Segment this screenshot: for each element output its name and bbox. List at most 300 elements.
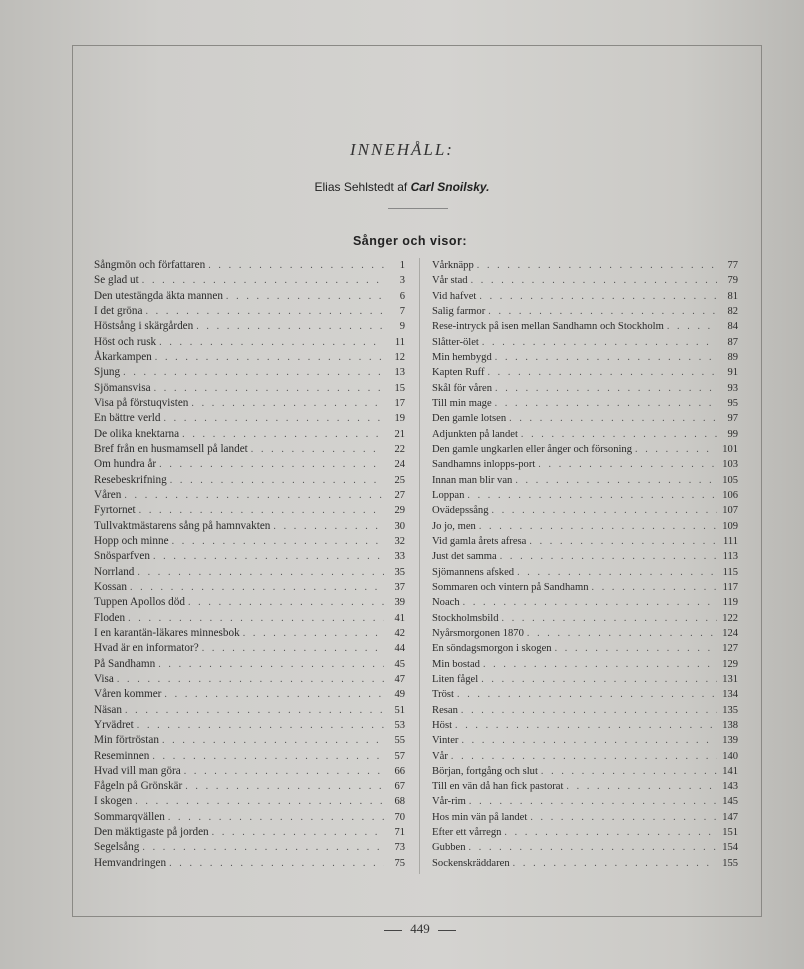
toc-entry xyxy=(432,718,738,733)
entry-page: 37 xyxy=(394,581,405,593)
entry-page: 49 xyxy=(394,689,405,701)
entry-title: De olika knektarna xyxy=(94,427,180,440)
entry-title: Hvad vill man göra xyxy=(94,764,181,777)
toc-entry xyxy=(432,473,738,488)
entry-title: Sångmön och författaren xyxy=(94,259,206,271)
entry-page: 55 xyxy=(394,735,405,747)
entry-page: 135 xyxy=(722,704,738,716)
entry-page: 47 xyxy=(394,673,405,685)
toc-entry xyxy=(432,657,738,672)
entry-title: Ovädерssång xyxy=(432,505,489,517)
leader-dots xyxy=(251,442,384,457)
leader-dots xyxy=(555,641,717,656)
toc-entry xyxy=(432,273,738,288)
toc-entry xyxy=(432,733,738,748)
work-subtitle xyxy=(0,180,804,194)
entry-page: 95 xyxy=(727,397,738,409)
toc-entry xyxy=(94,810,405,825)
entry-page: 30 xyxy=(394,520,405,532)
entry-title: Våren xyxy=(94,488,122,501)
toc-entry xyxy=(94,565,405,580)
entry-title: Höst och rusk xyxy=(94,335,157,348)
toc-entry xyxy=(432,794,738,809)
toc-entry xyxy=(94,580,405,595)
entry-page: 21 xyxy=(394,428,405,440)
entry-title: Segelsång xyxy=(94,841,140,854)
section-heading: Sånger och visor: xyxy=(352,234,468,248)
entry-title: Höstsång i skärgården xyxy=(94,320,194,333)
entry-title: Kapten Ruff xyxy=(432,367,485,379)
toc-entry xyxy=(432,779,738,794)
entry-title: Just det samma xyxy=(432,551,497,563)
toc-entry xyxy=(94,703,405,718)
leader-dots xyxy=(469,840,717,855)
toc-entry xyxy=(94,289,405,304)
leader-dots xyxy=(182,427,384,442)
entry-title: Den mäktigaste på jorden xyxy=(94,826,209,839)
entry-title: Yrvädret xyxy=(94,718,134,731)
leader-dots xyxy=(273,519,384,534)
entry-page: 119 xyxy=(722,597,738,609)
entry-title: Rese-intryck på isen mellan Sandhamn och Stockholm xyxy=(432,321,664,333)
toc-entry xyxy=(432,427,738,442)
toc-entry xyxy=(432,519,738,534)
toc-entry xyxy=(432,411,738,426)
toc-entry xyxy=(94,335,405,350)
toc-left-column xyxy=(94,258,405,871)
entry-title: Hvad är en informator? xyxy=(94,642,199,655)
entry-page: 106 xyxy=(722,489,738,501)
leader-dots xyxy=(153,549,384,564)
leader-dots xyxy=(117,672,384,687)
entry-title: Resebeskrifning xyxy=(94,473,167,486)
entry-title: Resan xyxy=(432,704,458,716)
entry-page: 27 xyxy=(394,489,405,501)
leader-dots xyxy=(517,565,717,580)
toc-entry xyxy=(94,457,405,472)
leader-dots xyxy=(592,580,717,595)
entry-page: 17 xyxy=(394,397,405,409)
leader-dots xyxy=(185,779,384,794)
leader-dots xyxy=(188,595,384,610)
leader-dots xyxy=(123,365,384,380)
toc-entry xyxy=(94,672,405,687)
entry-title: Vid gamla årets afresa xyxy=(432,535,527,547)
entry-page: 35 xyxy=(394,566,405,578)
entry-page: 143 xyxy=(722,781,738,793)
toc-entry xyxy=(432,289,738,304)
entry-title: Åkarkampen xyxy=(94,350,152,363)
toc-entry xyxy=(432,611,738,626)
leader-dots xyxy=(495,381,717,396)
leader-dots xyxy=(124,488,384,503)
toc-entry xyxy=(94,856,405,871)
toc-entry xyxy=(432,457,738,472)
leader-dots xyxy=(142,273,384,288)
toc-entry xyxy=(432,641,738,656)
entry-page: 71 xyxy=(394,827,405,839)
leader-dots xyxy=(483,657,717,672)
entry-page: 24 xyxy=(394,459,405,471)
toc-entry xyxy=(432,580,738,595)
entry-title: Hopp och minne xyxy=(94,534,169,547)
toc-entry xyxy=(94,488,405,503)
entry-title: Fyrtornet xyxy=(94,504,136,517)
entry-title: Norrland xyxy=(94,565,135,578)
entry-page: 82 xyxy=(727,305,738,317)
toc-entry xyxy=(432,350,738,365)
title-rule xyxy=(388,208,448,209)
entry-page: 93 xyxy=(727,382,738,394)
entry-page: 139 xyxy=(722,735,738,747)
toc-entry xyxy=(94,840,405,855)
toc-entry xyxy=(94,764,405,779)
dash-left xyxy=(384,930,402,931)
toc-entry xyxy=(94,595,405,610)
toc-entry xyxy=(94,611,405,626)
entry-title: I en karantän-läkares minnesbok xyxy=(94,626,240,639)
leader-dots xyxy=(170,473,384,488)
entry-page: 42 xyxy=(394,627,405,639)
leader-dots xyxy=(243,626,384,641)
entry-title: En söndagsmorgon i skogen xyxy=(432,643,552,655)
entry-page: 39 xyxy=(394,597,405,609)
toc-entry xyxy=(432,565,738,580)
entry-title: Visa xyxy=(94,672,114,685)
entry-page: 105 xyxy=(722,474,738,486)
entry-page: 51 xyxy=(394,704,405,716)
toc-entry xyxy=(94,657,405,672)
entry-title: Sockenskräddaren xyxy=(432,857,510,869)
leader-dots xyxy=(212,825,384,840)
toc-entry xyxy=(94,350,405,365)
leader-dots xyxy=(457,687,717,702)
entry-page: 25 xyxy=(394,474,405,486)
entry-title: Vår xyxy=(432,750,448,762)
page-number-value: 449 xyxy=(410,921,430,936)
entry-title: Den utestängda äkta mannen xyxy=(94,289,223,302)
entry-title: Reseminnen xyxy=(94,749,150,762)
leader-dots xyxy=(137,565,384,580)
toc-entry xyxy=(432,764,738,779)
leader-dots xyxy=(482,335,717,350)
entry-title: Vår-rim xyxy=(432,796,466,808)
leader-dots xyxy=(226,289,384,304)
leader-dots xyxy=(451,749,717,764)
leader-dots xyxy=(169,856,384,871)
leader-dots xyxy=(495,350,717,365)
toc-entry xyxy=(432,626,738,641)
leader-dots xyxy=(479,519,717,534)
entry-page: 1 xyxy=(399,260,405,271)
entry-title: Tuppen Apollos död xyxy=(94,596,185,609)
entry-title: Min förtröstan xyxy=(94,734,159,747)
leader-dots xyxy=(635,442,717,457)
toc-entry xyxy=(432,856,738,871)
author-name: Carl Snoilsky. xyxy=(410,180,490,194)
entry-title: Vid hafvet xyxy=(432,290,477,302)
leader-dots xyxy=(463,595,717,610)
entry-page: 113 xyxy=(722,551,738,563)
entry-title: Sjung xyxy=(94,366,121,379)
toc-entry xyxy=(94,794,405,809)
entry-title: Hos min vän på landet xyxy=(432,811,528,823)
entry-page: 70 xyxy=(394,811,405,823)
leader-dots xyxy=(202,641,384,656)
entry-page: 154 xyxy=(722,842,738,854)
entry-title: Bref från en husmamsell på landet xyxy=(94,442,248,455)
leader-dots xyxy=(495,396,717,411)
leader-dots xyxy=(455,718,717,733)
entry-page: 107 xyxy=(722,505,738,517)
toc-entry xyxy=(94,626,405,641)
entry-page: 11 xyxy=(394,336,405,348)
entry-page: 45 xyxy=(394,658,405,670)
entry-page: 32 xyxy=(394,535,405,547)
entry-title: Noach xyxy=(432,597,460,609)
entry-page: 147 xyxy=(722,811,738,823)
toc-entry xyxy=(432,488,738,503)
toc-entry xyxy=(94,549,405,564)
entry-title: Den gamle ungkarlen eller ånger och försoning xyxy=(432,443,633,455)
entry-page: 77 xyxy=(727,260,738,271)
entry-title: Vårknäpp xyxy=(432,260,474,271)
toc-entry xyxy=(432,258,738,273)
leader-dots xyxy=(128,611,384,626)
entry-page: 91 xyxy=(727,367,738,379)
entry-title: Innan man blir van xyxy=(432,474,513,486)
toc-entry xyxy=(432,749,738,764)
entry-title: Visa på förstuqvisten xyxy=(94,396,189,409)
entry-title: Slåtter-ölet xyxy=(432,336,479,348)
entry-title: En bättre verld xyxy=(94,412,161,425)
entry-title: Jo jo, men xyxy=(432,520,476,532)
entry-page: 12 xyxy=(394,351,405,363)
toc-entry xyxy=(432,840,738,855)
toc-entry xyxy=(94,779,405,794)
entry-title: Om hundra år xyxy=(94,458,157,471)
entry-page: 131 xyxy=(722,673,738,685)
entry-page: 13 xyxy=(394,367,405,379)
entry-title: Stockholmsbild xyxy=(432,612,499,624)
toc-right-column xyxy=(432,258,738,871)
toc-entry xyxy=(432,396,738,411)
entry-page: 66 xyxy=(394,765,405,777)
toc-entry xyxy=(94,365,405,380)
entry-title: Liten fågel xyxy=(432,673,479,685)
entry-page: 79 xyxy=(727,275,738,287)
leader-dots xyxy=(487,365,717,380)
toc-entry xyxy=(94,825,405,840)
toc-entry xyxy=(94,258,405,273)
leader-dots xyxy=(527,626,717,641)
leader-dots xyxy=(191,396,384,411)
entry-title: Våren kommer xyxy=(94,688,162,701)
entry-title: Vinter xyxy=(432,735,459,747)
entry-page: 68 xyxy=(394,796,405,808)
entry-page: 109 xyxy=(722,520,738,532)
leader-dots xyxy=(152,749,384,764)
leader-dots xyxy=(162,733,384,748)
leader-dots xyxy=(488,304,717,319)
toc-entry xyxy=(432,825,738,840)
toc-entry xyxy=(94,442,405,457)
entry-title: Vår stad xyxy=(432,275,468,287)
entry-title: Tullvaktmästarens sång på hamnvakten xyxy=(94,519,271,532)
toc-entry xyxy=(432,335,738,350)
leader-dots xyxy=(513,856,717,871)
entry-page: 19 xyxy=(394,413,405,425)
entry-page: 41 xyxy=(394,612,405,624)
leader-dots xyxy=(154,381,384,396)
entry-page: 73 xyxy=(394,842,405,854)
entry-page: 101 xyxy=(722,443,738,455)
entry-title: Skål för våren xyxy=(432,382,493,394)
entry-page: 111 xyxy=(723,535,738,547)
leader-dots xyxy=(125,703,384,718)
entry-page: 44 xyxy=(394,643,405,655)
entry-page: 127 xyxy=(722,643,738,655)
toc-entry xyxy=(432,534,738,549)
toc-entry xyxy=(94,503,405,518)
toc-entry xyxy=(94,319,405,334)
leader-dots xyxy=(504,825,717,840)
leader-dots xyxy=(515,473,717,488)
entry-title: Min bostad xyxy=(432,658,480,670)
leader-dots xyxy=(130,580,384,595)
entry-page: 129 xyxy=(722,658,738,670)
leader-dots xyxy=(159,335,384,350)
entry-page: 124 xyxy=(722,627,738,639)
leader-dots xyxy=(667,319,717,334)
leader-dots xyxy=(509,411,717,426)
entry-page: 117 xyxy=(722,581,738,593)
entry-title: Adjunkten på landet xyxy=(432,428,518,440)
toc-entry xyxy=(94,534,405,549)
leader-dots xyxy=(471,273,717,288)
entry-title: Sandhamns inlopps-port xyxy=(432,459,536,471)
entry-page: 87 xyxy=(727,336,738,348)
entry-page: 145 xyxy=(722,796,738,808)
leader-dots xyxy=(521,427,717,442)
entry-page: 141 xyxy=(722,765,738,777)
entry-title: Början, fortgång och slut xyxy=(432,765,538,777)
toc-entry xyxy=(432,319,738,334)
toc-entry xyxy=(94,411,405,426)
leader-dots xyxy=(477,258,717,273)
toc-entry xyxy=(432,442,738,457)
leader-dots xyxy=(196,319,384,334)
toc-entry xyxy=(94,473,405,488)
entry-page: 33 xyxy=(394,551,405,563)
toc-entry xyxy=(432,672,738,687)
leader-dots xyxy=(541,764,717,779)
toc-entry xyxy=(432,595,738,610)
leader-dots xyxy=(164,687,384,702)
leader-dots xyxy=(502,611,717,626)
toc-entry xyxy=(432,703,738,718)
entry-page: 53 xyxy=(394,719,405,731)
entry-title: Gubben xyxy=(432,842,466,854)
entry-title: Höst xyxy=(432,719,453,731)
entry-page: 7 xyxy=(399,305,405,317)
toc-entry xyxy=(432,365,738,380)
leader-dots xyxy=(538,457,717,472)
entry-page: 99 xyxy=(727,428,738,440)
leader-dots xyxy=(142,840,384,855)
entry-title: I skogen xyxy=(94,795,133,808)
entry-page: 122 xyxy=(722,612,738,624)
entry-page: 138 xyxy=(722,719,738,731)
entry-title: Till en vän då han fick pastorat xyxy=(432,781,564,793)
entry-page: 67 xyxy=(394,781,405,793)
leader-dots xyxy=(479,289,717,304)
toc-entry xyxy=(94,519,405,534)
toc-entry xyxy=(432,304,738,319)
leader-dots xyxy=(168,810,384,825)
entry-page: 81 xyxy=(727,290,738,302)
entry-page: 15 xyxy=(394,382,405,394)
entry-title: Sjömansvisa xyxy=(94,381,151,394)
toc-entry xyxy=(94,718,405,733)
page-number xyxy=(0,921,804,937)
entry-page: 6 xyxy=(399,290,405,302)
dash-right xyxy=(438,930,456,931)
entry-title: Nyårsmorgonen 1870 xyxy=(432,627,524,639)
entry-title: Loppan xyxy=(432,489,465,501)
toc-entry xyxy=(432,381,738,396)
leader-dots xyxy=(530,810,717,825)
entry-title: I det gröna xyxy=(94,304,143,317)
entry-page: 3 xyxy=(399,275,405,287)
entry-title: Sjömannens afsked xyxy=(432,566,515,578)
toc-entry xyxy=(432,549,738,564)
entry-page: 84 xyxy=(727,321,738,333)
entry-page: 97 xyxy=(727,413,738,425)
leader-dots xyxy=(158,657,384,672)
leader-dots xyxy=(529,534,717,549)
entry-page: 155 xyxy=(722,857,738,869)
entry-title: Efter ett vårregn xyxy=(432,827,502,839)
page-title: INNEHÅLL: xyxy=(350,140,454,159)
leader-dots xyxy=(145,304,384,319)
toc-entry xyxy=(94,396,405,411)
entry-title: Kossan xyxy=(94,580,127,593)
work-title: Elias Sehlstedt af xyxy=(314,180,408,194)
entry-title: Hemvandringen xyxy=(94,856,167,869)
leader-dots xyxy=(137,718,384,733)
leader-dots xyxy=(172,534,384,549)
entry-title: Den gamle lotsen xyxy=(432,413,507,425)
leader-dots xyxy=(461,703,717,718)
column-divider xyxy=(419,258,420,874)
entry-page: 103 xyxy=(722,459,738,471)
entry-title: Sommarqvällen xyxy=(94,810,165,823)
entry-title: På Sandhamn xyxy=(94,657,156,670)
entry-title: Snösparfven xyxy=(94,550,150,563)
toc-entry xyxy=(94,749,405,764)
toc-entry xyxy=(94,427,405,442)
leader-dots xyxy=(155,350,384,365)
entry-title: Floden xyxy=(94,611,126,624)
leader-dots xyxy=(492,503,718,518)
leader-dots xyxy=(481,672,717,687)
leader-dots xyxy=(139,503,384,518)
entry-page: 29 xyxy=(394,505,405,517)
entry-page: 140 xyxy=(722,750,738,762)
leader-dots xyxy=(469,794,717,809)
entry-title: Fågeln på Grönskär xyxy=(94,780,183,793)
